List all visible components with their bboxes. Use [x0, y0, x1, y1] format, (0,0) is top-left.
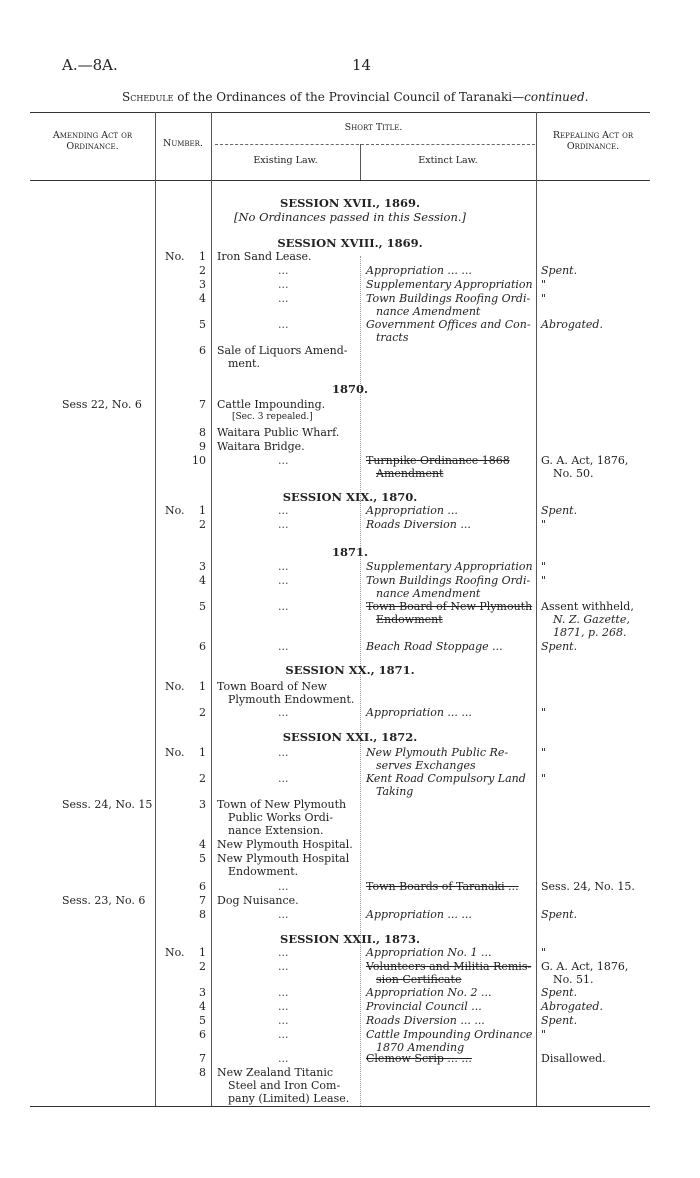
- existing-law-cell: [Sec. 3 repealed.]: [232, 412, 313, 422]
- row-number: 5: [199, 600, 206, 613]
- repealing-act-cell: ": [541, 574, 547, 587]
- row-number: 7: [199, 398, 206, 411]
- extinct-law-cell: Town Boards of Taranaki ...: [366, 880, 519, 893]
- row-number: 4: [199, 574, 206, 587]
- extinct-law-cell: Supplementary Appropriation: [366, 560, 533, 573]
- existing-law-cell: New Zealand Titanic: [217, 1066, 334, 1079]
- session-heading: SESSION XX., 1871.: [285, 663, 415, 677]
- existing-law-cell: ...: [278, 278, 289, 291]
- extinct-law-cell: Appropriation ... ...: [366, 264, 472, 277]
- extinct-law-cell: Cattle Impounding Ordinance: [366, 1028, 533, 1041]
- year-heading: 1871.: [331, 545, 368, 559]
- amending-act-cell: Sess 22, No. 6: [62, 398, 142, 411]
- extinct-law-cell: Beach Road Stoppage ...: [366, 640, 503, 653]
- extinct-law-cell: Appropriation No. 2 ...: [366, 986, 492, 999]
- row-number: 5: [199, 318, 206, 331]
- existing-law-cell: Cattle Impounding.: [217, 398, 326, 411]
- row-number: 5: [199, 1014, 206, 1027]
- repealing-act-cell: G. A. Act, 1876,: [541, 454, 629, 467]
- existing-law-cell: ...: [278, 264, 289, 277]
- caption-continued: continued.: [524, 90, 589, 104]
- repealing-act-cell: 1871, p. 268.: [553, 626, 627, 639]
- extinct-law-cell: Clemow Scrip ... ...: [366, 1052, 472, 1065]
- row-number: 5: [199, 852, 206, 865]
- col-extinct: Extinct Law.: [418, 155, 478, 166]
- existing-law-cell: nance Extension.: [228, 824, 324, 837]
- row-number: 10: [192, 454, 206, 467]
- col-divider-1: [155, 112, 156, 1106]
- row-number: 2: [199, 772, 206, 785]
- number-prefix: No.: [165, 746, 185, 759]
- existing-law-cell: ...: [278, 1028, 289, 1041]
- extinct-law-cell: nance Amendment: [376, 587, 481, 600]
- existing-law-cell: ...: [278, 986, 289, 999]
- existing-law-cell: Iron Sand Lease.: [217, 250, 312, 263]
- col-number: Number.: [163, 138, 203, 149]
- repealing-act-cell: ": [541, 772, 547, 785]
- existing-law-cell: ...: [278, 746, 289, 759]
- existing-law-cell: ...: [278, 504, 289, 517]
- existing-law-cell: ...: [278, 1014, 289, 1027]
- repealing-act-cell: Assent withheld,: [541, 600, 634, 613]
- existing-law-cell: ...: [278, 640, 289, 653]
- row-number: 1: [199, 946, 206, 959]
- existing-law-cell: Waitara Public Wharf.: [217, 426, 340, 439]
- row-number: 9: [199, 440, 206, 453]
- row-number: 3: [199, 798, 206, 811]
- table-caption: [122, 90, 589, 104]
- existing-law-cell: Public Works Ordi-: [228, 811, 334, 824]
- repealing-act-cell: N. Z. Gazette,: [553, 613, 630, 626]
- amending-act-cell: Sess. 23, No. 6: [62, 894, 146, 907]
- repealing-act-cell: No. 50.: [553, 467, 594, 480]
- col-amending: Amending Act or Ordinance.: [52, 130, 133, 152]
- extinct-law-cell: Endowment: [376, 613, 443, 626]
- existing-law-cell: Town of New Plymouth: [217, 798, 347, 811]
- extinct-law-cell: Roads Diversion ... ...: [366, 1014, 485, 1027]
- extinct-law-cell: Town Buildings Roofing Ordi-: [366, 292, 531, 305]
- extinct-law-cell: Appropriation ... ...: [366, 908, 472, 921]
- extinct-law-cell: tracts: [376, 331, 409, 344]
- existing-law-cell: ...: [278, 318, 289, 331]
- repealing-act-cell: No. 51.: [553, 973, 594, 986]
- session-heading: SESSION XVII., 1869.: [280, 196, 420, 210]
- existing-law-cell: ...: [278, 454, 289, 467]
- row-number: 4: [199, 838, 206, 851]
- col-short-title: Short Title.: [344, 122, 403, 133]
- row-number: 6: [199, 880, 206, 893]
- extinct-law-cell: serves Exchanges: [376, 759, 476, 772]
- existing-law-cell: Waitara Bridge.: [217, 440, 305, 453]
- number-prefix: No.: [165, 250, 185, 263]
- extinct-law-cell: Roads Diversion ...: [366, 518, 471, 531]
- row-number: 1: [199, 746, 206, 759]
- caption-text: of the Ordinances of the Provincial Council of Taranaki—: [177, 90, 525, 104]
- row-number: 6: [199, 1028, 206, 1041]
- table-top-rule: [30, 112, 650, 113]
- repealing-act-cell: Spent.: [541, 1014, 578, 1027]
- extinct-law-cell: Town Buildings Roofing Ordi-: [366, 574, 531, 587]
- row-number: 1: [199, 680, 206, 693]
- existing-law-cell: pany (Limited) Lease.: [228, 1092, 350, 1105]
- table-bottom-rule: [30, 1106, 650, 1107]
- existing-law-cell: ...: [278, 600, 289, 613]
- row-number: 2: [199, 960, 206, 973]
- extinct-law-cell: Turnpike Ordinance 1868: [366, 454, 510, 467]
- existing-law-cell: ...: [278, 706, 289, 719]
- repealing-act-cell: ": [541, 292, 547, 305]
- session-heading: SESSION XVIII., 1869.: [277, 236, 423, 250]
- col-existing: Existing Law.: [253, 155, 318, 166]
- session-heading: SESSION XIX., 1870.: [282, 490, 418, 504]
- header-bottom-rule: [30, 180, 650, 181]
- row-number: 3: [199, 278, 206, 291]
- repealing-act-cell: Abrogated.: [541, 318, 603, 331]
- row-number: 8: [199, 908, 206, 921]
- repealing-act-cell: ": [541, 518, 547, 531]
- existing-law-cell: ...: [278, 946, 289, 959]
- row-number: 1: [199, 250, 206, 263]
- existing-law-cell: ...: [278, 560, 289, 573]
- existing-law-cell: Endowment.: [228, 865, 299, 878]
- row-number: 6: [199, 640, 206, 653]
- session-heading: SESSION XXII., 1873.: [280, 932, 420, 946]
- repealing-act-cell: ": [541, 560, 547, 573]
- row-number: 4: [199, 292, 206, 305]
- repealing-act-cell: Spent.: [541, 908, 578, 921]
- row-number: 3: [199, 560, 206, 573]
- repealing-act-cell: Abrogated.: [541, 1000, 603, 1013]
- row-number: 2: [199, 264, 206, 277]
- existing-law-cell: Town Board of New: [217, 680, 327, 693]
- extinct-law-cell: Taking: [376, 785, 414, 798]
- row-number: 8: [199, 426, 206, 439]
- extinct-law-cell: sion Certificate: [376, 973, 462, 986]
- extinct-law-cell: Provincial Council ...: [366, 1000, 482, 1013]
- number-prefix: No.: [165, 946, 185, 959]
- short-title-divider: [215, 144, 535, 145]
- row-number: 2: [199, 518, 206, 531]
- extinct-law-cell: Government Offices and Con-: [366, 318, 531, 331]
- repealing-act-cell: Spent.: [541, 986, 578, 999]
- row-number: 1: [199, 504, 206, 517]
- extinct-law-cell: Volunteers and Militia Remis-: [366, 960, 532, 973]
- repealing-act-cell: ": [541, 946, 547, 959]
- number-prefix: No.: [165, 504, 185, 517]
- existing-law-cell: ...: [278, 518, 289, 531]
- repealing-act-cell: Disallowed.: [541, 1052, 606, 1065]
- existing-law-cell: Dog Nuisance.: [217, 894, 299, 907]
- number-prefix: No.: [165, 680, 185, 693]
- extinct-law-cell: 1870 Amending: [376, 1041, 465, 1054]
- repealing-act-cell: ": [541, 746, 547, 759]
- existing-law-cell: New Plymouth Hospital.: [217, 838, 353, 851]
- row-number: 7: [199, 1052, 206, 1065]
- extinct-law-cell: New Plymouth Public Re-: [366, 746, 509, 759]
- existing-law-cell: ment.: [228, 357, 260, 370]
- paper-reference: A.—8A.: [62, 56, 118, 74]
- repealing-act-cell: G. A. Act, 1876,: [541, 960, 629, 973]
- existing-law-cell: ...: [278, 1000, 289, 1013]
- existing-law-cell: New Plymouth Hospital: [217, 852, 350, 865]
- extinct-law-cell: Town Board of New Plymouth: [366, 600, 533, 613]
- repealing-act-cell: Spent.: [541, 640, 578, 653]
- session-note: [No Ordinances passed in this Session.]: [233, 210, 467, 224]
- repealing-act-cell: ": [541, 1028, 547, 1041]
- extinct-law-cell: Kent Road Compulsory Land: [366, 772, 526, 785]
- repealing-act-cell: ": [541, 278, 547, 291]
- row-number: 2: [199, 706, 206, 719]
- extinct-law-cell: Appropriation ...: [366, 504, 458, 517]
- extinct-law-cell: Supplementary Appropriation: [366, 278, 533, 291]
- extinct-law-cell: nance Amendment: [376, 305, 481, 318]
- extinct-law-cell: Appropriation ... ...: [366, 706, 472, 719]
- repealing-act-cell: ": [541, 706, 547, 719]
- row-number: 7: [199, 894, 206, 907]
- year-heading: 1870.: [331, 382, 368, 396]
- repealing-act-cell: Spent.: [541, 504, 578, 517]
- existing-law-cell: ...: [278, 880, 289, 893]
- amending-act-cell: Sess. 24, No. 15: [62, 798, 153, 811]
- existing-law-cell: Plymouth Endowment.: [228, 693, 355, 706]
- row-number: 4: [199, 1000, 206, 1013]
- existing-law-cell: ...: [278, 574, 289, 587]
- existing-law-cell: ...: [278, 908, 289, 921]
- existing-law-cell: ...: [278, 292, 289, 305]
- session-heading: SESSION XXI., 1872.: [282, 730, 418, 744]
- extinct-law-cell: Amendment: [376, 467, 444, 480]
- existing-law-cell: ...: [278, 1052, 289, 1065]
- extinct-law-cell: Appropriation No. 1 ...: [366, 946, 492, 959]
- col-divider-4: [536, 112, 537, 1106]
- existing-law-cell: Sale of Liquors Amend-: [217, 344, 348, 357]
- col-divider-2: [211, 112, 212, 1106]
- row-number: 6: [199, 344, 206, 357]
- existing-law-cell: ...: [278, 772, 289, 785]
- existing-law-cell: Steel and Iron Com-: [228, 1079, 341, 1092]
- repealing-act-cell: Sess. 24, No. 15.: [541, 880, 635, 893]
- col-repealing: Repealing Act or Ordinance.: [552, 130, 634, 152]
- row-number: 8: [199, 1066, 206, 1079]
- repealing-act-cell: Spent.: [541, 264, 578, 277]
- caption-schedule: Schedule: [122, 90, 174, 104]
- existing-law-cell: ...: [278, 960, 289, 973]
- page-number: 14: [352, 56, 372, 74]
- row-number: 3: [199, 986, 206, 999]
